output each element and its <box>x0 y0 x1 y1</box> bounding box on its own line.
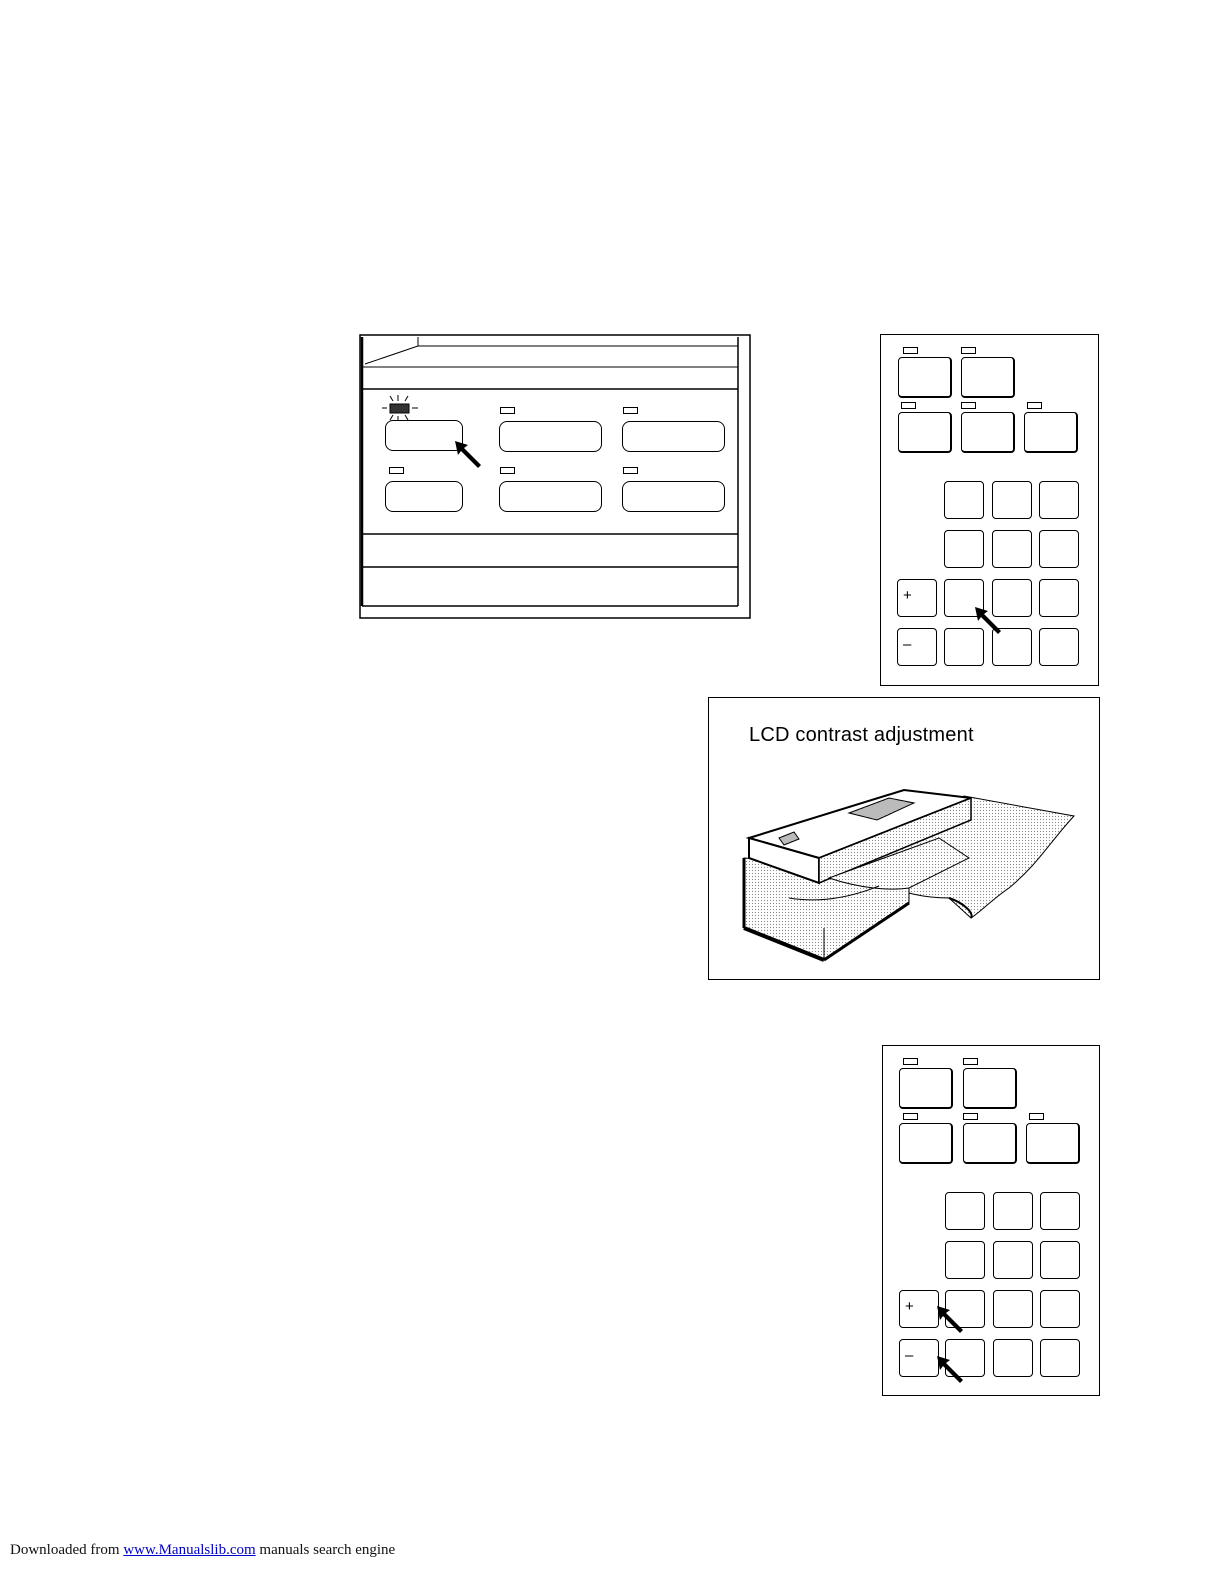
plus-key-label: + <box>905 1298 914 1315</box>
indicator-led <box>500 467 515 474</box>
indicator-led <box>961 347 976 354</box>
indicator-led <box>963 1113 978 1120</box>
manualslib-link[interactable]: www.Manualslib.com <box>123 1542 256 1558</box>
indicator-led <box>963 1058 978 1065</box>
indicator-led <box>903 347 918 354</box>
control-panel-figure <box>359 334 751 619</box>
footer-prefix: Downloaded from <box>10 1542 120 1558</box>
numeric-key[interactable] <box>993 1241 1033 1279</box>
indicator-led <box>961 402 976 409</box>
numeric-key[interactable] <box>1040 1339 1080 1377</box>
indicator-led <box>1029 1113 1044 1120</box>
footer-suffix: manuals search engine <box>259 1542 396 1558</box>
numeric-key[interactable] <box>993 1192 1033 1230</box>
keypad-figure <box>882 1045 1100 1396</box>
plus-key-label: + <box>903 587 912 604</box>
panel-button[interactable] <box>385 481 463 512</box>
indicator-led <box>389 467 404 474</box>
lcd-contrast-figure <box>708 697 1100 980</box>
function-key[interactable] <box>963 1068 1017 1109</box>
keypad-figure <box>880 334 1099 686</box>
numeric-key[interactable] <box>1039 481 1079 519</box>
minus-key[interactable] <box>897 628 937 666</box>
panel-button[interactable] <box>499 421 602 452</box>
plus-key[interactable] <box>899 1290 939 1328</box>
numeric-key[interactable] <box>945 1241 985 1279</box>
numeric-key[interactable] <box>1040 1241 1080 1279</box>
arrow-pointer-icon <box>935 1304 965 1334</box>
function-key[interactable] <box>898 357 952 398</box>
minus-key[interactable] <box>899 1339 939 1377</box>
function-key[interactable] <box>899 1123 953 1164</box>
numeric-key[interactable] <box>1039 628 1079 666</box>
figure-title: LCD contrast adjustment <box>749 724 974 746</box>
numeric-key[interactable] <box>992 530 1032 568</box>
download-footer <box>10 1542 395 1559</box>
numeric-key[interactable] <box>1039 530 1079 568</box>
function-key[interactable] <box>899 1068 953 1109</box>
arrow-pointer-icon <box>453 439 483 469</box>
indicator-led <box>901 402 916 409</box>
numeric-key[interactable] <box>945 1192 985 1230</box>
indicator-led <box>903 1058 918 1065</box>
indicator-led <box>903 1113 918 1120</box>
panel-button[interactable] <box>622 421 725 452</box>
numeric-key[interactable] <box>993 1290 1033 1328</box>
numeric-key[interactable] <box>992 481 1032 519</box>
function-key[interactable] <box>961 357 1015 398</box>
numeric-key[interactable] <box>1040 1290 1080 1328</box>
function-key[interactable] <box>961 412 1015 453</box>
numeric-key[interactable] <box>944 530 984 568</box>
numeric-key[interactable] <box>1039 579 1079 617</box>
numeric-key[interactable] <box>993 1339 1033 1377</box>
panel-button[interactable] <box>499 481 602 512</box>
arrow-pointer-icon <box>935 1354 965 1384</box>
indicator-led <box>1027 402 1042 409</box>
plus-key[interactable] <box>897 579 937 617</box>
numeric-key[interactable] <box>1040 1192 1080 1230</box>
function-key[interactable] <box>963 1123 1017 1164</box>
minus-key-label: – <box>905 1347 914 1364</box>
indicator-led <box>500 407 515 414</box>
function-key[interactable] <box>898 412 952 453</box>
arrow-pointer-icon <box>973 605 1003 635</box>
function-key[interactable] <box>1026 1123 1080 1164</box>
indicator-led <box>623 407 638 414</box>
panel-button[interactable] <box>385 420 463 451</box>
panel-button[interactable] <box>622 481 725 512</box>
control-panel-drawing <box>359 334 751 619</box>
indicator-led <box>623 467 638 474</box>
function-key[interactable] <box>1024 412 1078 453</box>
minus-key-label: – <box>903 636 912 653</box>
printer-illustration <box>709 698 1099 979</box>
numeric-key[interactable] <box>944 481 984 519</box>
